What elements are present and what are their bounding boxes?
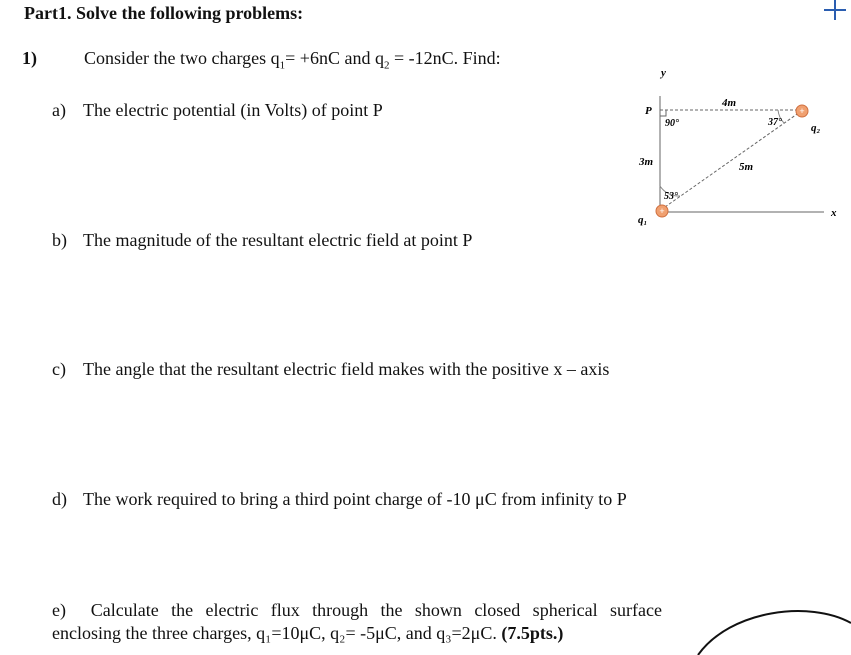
stem-prefix: Consider the two charges q xyxy=(84,48,280,68)
part-e-line1: e) Calculate the electric flux through the shown closed spherical surface xyxy=(52,600,662,620)
part-d xyxy=(52,489,627,510)
part-a-text: The electric potential (in Volts) of point P xyxy=(83,100,383,120)
spherical-surface-arc xyxy=(690,605,851,655)
part-d-text: The work required to bring a third point charge of -10 μC from infinity to P xyxy=(83,489,627,509)
right-angle-marker xyxy=(660,110,666,116)
angle-q1-label: 53° xyxy=(664,191,678,202)
stem-suffix: = -12nC. Find: xyxy=(389,48,501,68)
q1-label: q₁ xyxy=(638,214,648,226)
y-axis-label: y xyxy=(661,67,666,79)
part-e xyxy=(52,599,662,645)
question-stem xyxy=(84,48,501,72)
top-distance-label: 4m xyxy=(722,97,737,109)
part-b xyxy=(52,230,472,251)
question-number: 1) xyxy=(22,48,37,68)
part-e-points: (7.5pts.) xyxy=(501,623,564,643)
q2-label: q₂ xyxy=(811,122,821,134)
part-a-label: a) xyxy=(52,100,66,120)
q2-sign: + xyxy=(799,106,805,116)
part-b-label: b) xyxy=(52,230,67,250)
side-distance-label: 3m xyxy=(639,156,654,168)
part-e-line2: enclosing the three charges, q₁=10μC, q₂= -5μC, and q₃=2μC. xyxy=(52,623,497,643)
q2-subscript: 2 xyxy=(383,59,390,72)
stem-mid: = +6nC and q xyxy=(285,48,384,68)
charge-diagram xyxy=(628,60,851,230)
part-b-text: The magnitude of the resultant electric field at point P xyxy=(83,230,473,250)
q1-subscript: 1 xyxy=(279,59,286,72)
page-title: Part1. Solve the following problems: xyxy=(24,3,304,23)
part-a xyxy=(52,100,383,121)
right-angle-label: 90° xyxy=(665,118,679,129)
q1-sign: + xyxy=(659,206,665,216)
hyp-distance-label: 5m xyxy=(739,161,754,173)
angle-q2-label: 37° xyxy=(768,117,782,128)
part-c-label: c) xyxy=(52,359,66,379)
part-d-label: d) xyxy=(52,489,67,509)
part-c xyxy=(52,359,609,380)
part-c-text: The angle that the resultant electric field makes with the positive x – axis xyxy=(83,359,610,379)
x-axis-label: x xyxy=(831,207,837,219)
point-p-label: P xyxy=(645,105,652,117)
plus-icon[interactable] xyxy=(824,0,846,20)
